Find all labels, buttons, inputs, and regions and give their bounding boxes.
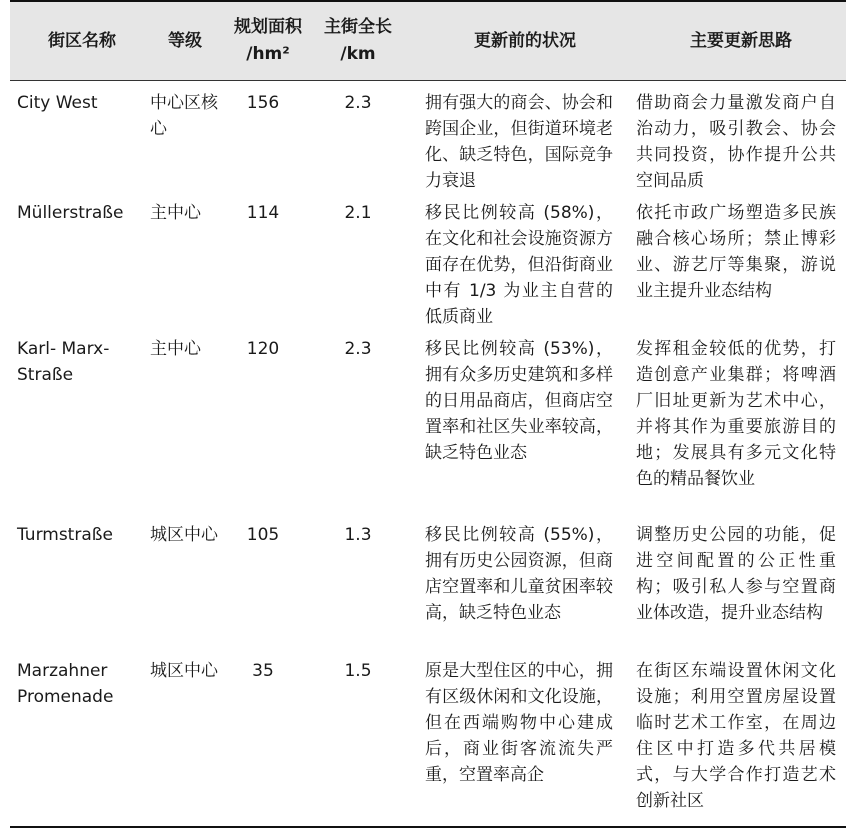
table-bottom-rule xyxy=(10,826,846,828)
header-level: 等级 xyxy=(168,30,202,51)
header-area: 规划面积 /hm² xyxy=(234,17,302,64)
table-header xyxy=(10,2,846,81)
cell-name: City West xyxy=(17,93,98,113)
cell-length: 2.3 xyxy=(344,339,372,359)
header-idea: 主要更新思路 xyxy=(690,30,792,51)
cell-area: 35 xyxy=(252,661,274,681)
header-length: 主街全长 /km xyxy=(324,17,392,64)
cell-length: 2.3 xyxy=(344,93,372,113)
cell-length: 1.5 xyxy=(344,661,372,681)
cell-level: 城区中心 xyxy=(150,525,218,545)
cell-level: 主中心 xyxy=(150,339,201,359)
cell-level: 城区中心 xyxy=(150,661,218,681)
header-name: 街区名称 xyxy=(48,30,116,51)
cell-before: 原是大型住区的中心，拥有区级休闲和文化设施，但在西端购物中心建成后，商业街客流流失严重，空置率高企 xyxy=(425,661,613,785)
cell-length: 2.1 xyxy=(344,203,372,223)
cell-area: 120 xyxy=(246,339,280,359)
cell-area: 105 xyxy=(246,525,280,545)
cell-idea: 在街区东端设置休闲文化设施；利用空置房屋设置临时艺术工作室，在周边住区中打造多代共居模式，与大学合作打造艺术创新社区 xyxy=(636,661,836,811)
header-before: 更新前的状况 xyxy=(474,30,576,51)
cell-before: 移民比例较高 (55%)，拥有历史公园资源，但商店空置率和儿童贫困率较高，缺乏特色业态 xyxy=(425,525,613,623)
cell-name: Turmstraße xyxy=(17,525,113,545)
cell-area: 114 xyxy=(246,203,280,223)
cell-idea: 发挥租金较低的优势，打造创意产业集群；将啤酒厂旧址更新为艺术中心，并将其作为重要旅游目的地；发展具有多元文化特色的精品餐饮业 xyxy=(636,339,836,489)
cell-name: Karl- Marx-Straße xyxy=(17,339,110,385)
cell-level: 主中心 xyxy=(150,203,201,223)
cell-name: Müllerstraße xyxy=(17,203,124,223)
cell-length: 1.3 xyxy=(344,525,372,545)
cell-before: 移民比例较高 (58%)，在文化和社会设施资源方面存在优势，但沿街商业中有 1/3 为业主自营的低质商业 xyxy=(425,203,613,327)
cell-before: 拥有强大的商会、协会和跨国企业，但街道环境老化、缺乏特色，国际竞争力衰退 xyxy=(425,93,613,191)
cell-idea: 借助商会力量激发商户自治动力，吸引教会、协会共同投资，协作提升公共空间品质 xyxy=(636,93,836,191)
cell-name: Marzahner Promenade xyxy=(17,661,114,707)
cell-before: 移民比例较高 (53%)，拥有众多历史建筑和多样的日用品商店，但商店空置率和社区失业率较高，缺乏特色业态 xyxy=(425,339,613,463)
cell-level: 中心区核心 xyxy=(150,93,218,139)
cell-idea: 依托市政广场塑造多民族融合核心场所；禁止博彩业、游艺厅等集聚，游说业主提升业态结构 xyxy=(636,203,836,301)
cell-idea: 调整历史公园的功能，促进空间配置的公正性重构；吸引私人参与空置商业体改造，提升业态结构 xyxy=(636,525,836,623)
cell-area: 156 xyxy=(246,93,280,113)
